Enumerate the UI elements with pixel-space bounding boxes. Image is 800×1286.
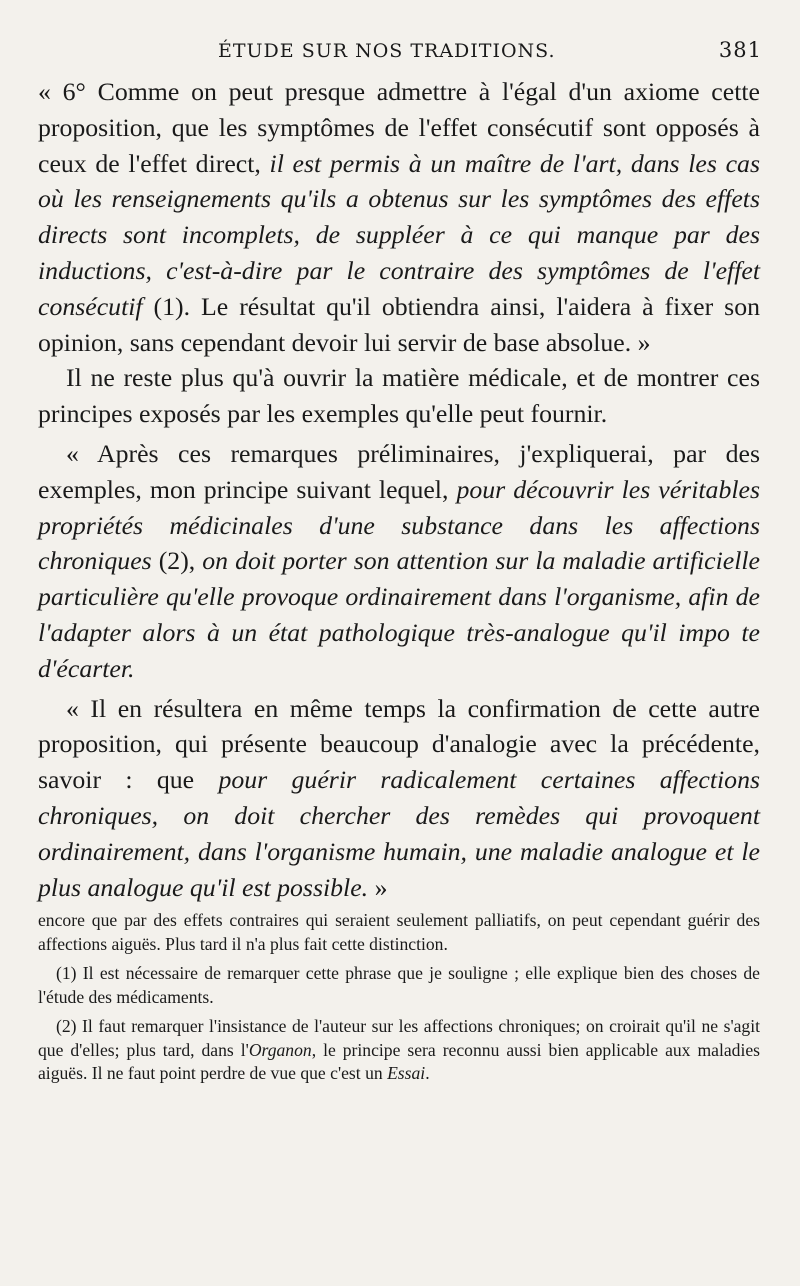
main-text <box>38 74 760 1092</box>
text-segment: « Après ces remarques préliminaires, j'expliquerai, par des exemples, mon principe suivant lequel, <box>38 438 760 504</box>
italic-text-segment: Essai <box>387 1063 426 1084</box>
footnotes <box>38 909 760 1086</box>
paragraph-quote-examples <box>38 436 760 687</box>
running-title: ÉTUDE SUR NOS TRADITIONS. <box>218 40 556 62</box>
text-segment: Il ne reste plus qu'à ouvrir la matière médicale, et de montrer ces principes exposés par les exemples qu'elle peut fournir. <box>38 363 760 429</box>
text-segment: « Il en résultera en même temps la confirmation de cette autre proposition, qui présente beaucoup d'analogie avec la précédente, savoir : que <box>38 693 760 795</box>
text-segment: (2) Il faut remarquer l'insistance de l'auteur sur les affections chroniques; on croirait qu'il ne s'agit que d'elles; plus tard, dans l' <box>38 1016 760 1060</box>
italic-text-segment: pour guérir radicalement certaines affections chroniques, on doit chercher des remèdes qui provoquent ordinairement, dans l'organisme humain, une maladie analogue et le plus analogue qu'il est possible. <box>38 765 761 902</box>
paragraph-quote-confirmation <box>38 691 760 906</box>
footnote-1 <box>38 962 760 1009</box>
text-segment: (1) Il est nécessaire de remarquer cette phrase que je souligne ; elle explique bien des choses de l'étude des médicaments. <box>38 963 760 1007</box>
text-segment: , le principe sera reconnu aussi bien applicable aux maladies aiguës. Il ne faut point perdre de vue que c'est un <box>38 1039 760 1084</box>
paragraph-commentary <box>38 360 760 432</box>
footnote-continuation <box>38 909 760 956</box>
paragraph-quote-6 <box>38 74 760 360</box>
page-number: 381 <box>718 38 762 62</box>
text-segment: » <box>368 872 388 902</box>
italic-text-segment: pour découvrir les véritables propriétés médicinales d'une substance dans les affections chroniques <box>38 474 760 576</box>
text-segment: . <box>425 1063 430 1084</box>
text-segment: (2), <box>151 546 203 576</box>
text-segment: encore que par des effets contraires qui seraient seulement palliatifs, on peut cependant guérir des affections aiguës. Plus tard il n'a plus fait cette distinction. <box>38 910 760 954</box>
footnote-2 <box>38 1015 760 1086</box>
text-segment: (1). Le résultat qu'il obtiendra ainsi, l'aidera à fixer son opinion, sans cependant devoir lui servir de base absolue. » <box>38 291 760 357</box>
text-segment: « 6° Comme on peut presque admettre à l'égal d'un axiome cette proposition, que les symptômes de l'effet consécutif sont opposés à ceux de l'effet direct, <box>38 77 760 178</box>
italic-text-segment: on doit porter son attention sur la maladie artificielle particulière qu'elle provoque ordinairement dans l'organisme, afin de l'adapter alors à un état pathologique très-analogue qu'il impo te d'écarter. <box>38 546 760 683</box>
running-header <box>38 38 772 66</box>
italic-text-segment: Organon <box>248 1039 312 1060</box>
italic-text-segment: il est permis à un maître de l'art, dans les cas où les renseignements qu'ils a obtenus sur les symptômes des effets directs sont incomplets, de suppléer à ce qui manque par des inductions, c'est-à-dire par le contraire des symptômes de l'effet consécutif <box>38 148 760 321</box>
